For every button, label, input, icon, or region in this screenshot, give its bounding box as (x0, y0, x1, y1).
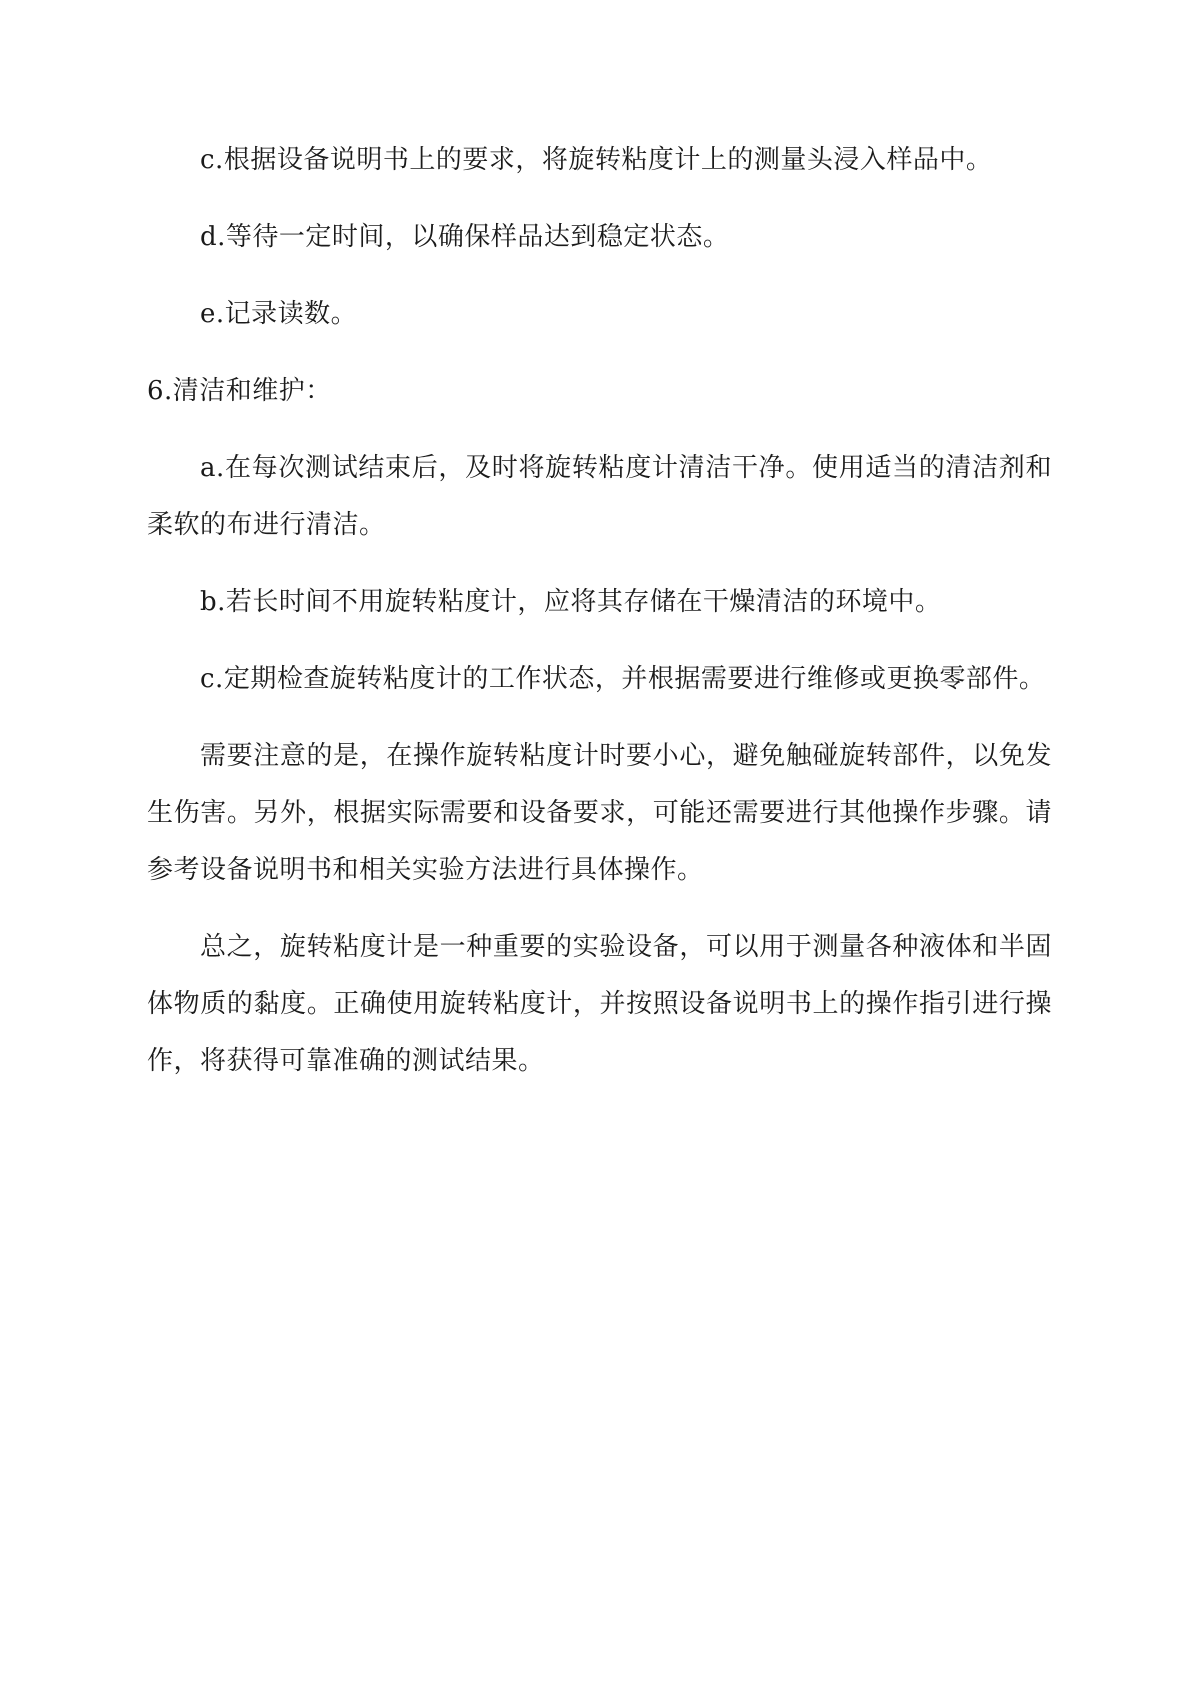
cleaning-item-c: c.定期检查旋转粘度计的工作状态，并根据需要进行维修或更换零部件。 (200, 664, 1046, 694)
step-e-paragraph: e.记录读数。 (200, 299, 358, 329)
caution-note-paragraph: 需要注意的是，在操作旋转粘度计时要小心，避免触碰旋转部件，以免发生伤害。另外，根据实际需要和设备要求，可能还需要进行其他操作步骤。请参考设备说明书和相关实验方法进行具体操作。 (147, 741, 1052, 885)
step-c-paragraph: c.根据设备说明书上的要求，将旋转粘度计上的测量头浸入样品中。 (200, 145, 993, 175)
cleaning-item-a: a.在每次测试结束后，及时将旋转粘度计清洁干净。使用适当的清洁剂和柔软的布进行清洁。 (147, 453, 1052, 540)
cleaning-item-b: b.若长时间不用旋转粘度计，应将其存储在干燥清洁的环境中。 (200, 587, 942, 617)
summary-paragraph: 总之，旋转粘度计是一种重要的实验设备，可以用于测量各种液体和半固体物质的黏度。正确使用旋转粘度计，并按照设备说明书上的操作指引进行操作，将获得可靠准确的测试结果。 (147, 932, 1052, 1076)
section-heading-cleaning: 6.清洁和维护： (147, 376, 332, 406)
document-body (147, 132, 1052, 1110)
step-d-paragraph: d.等待一定时间，以确保样品达到稳定状态。 (200, 222, 730, 252)
